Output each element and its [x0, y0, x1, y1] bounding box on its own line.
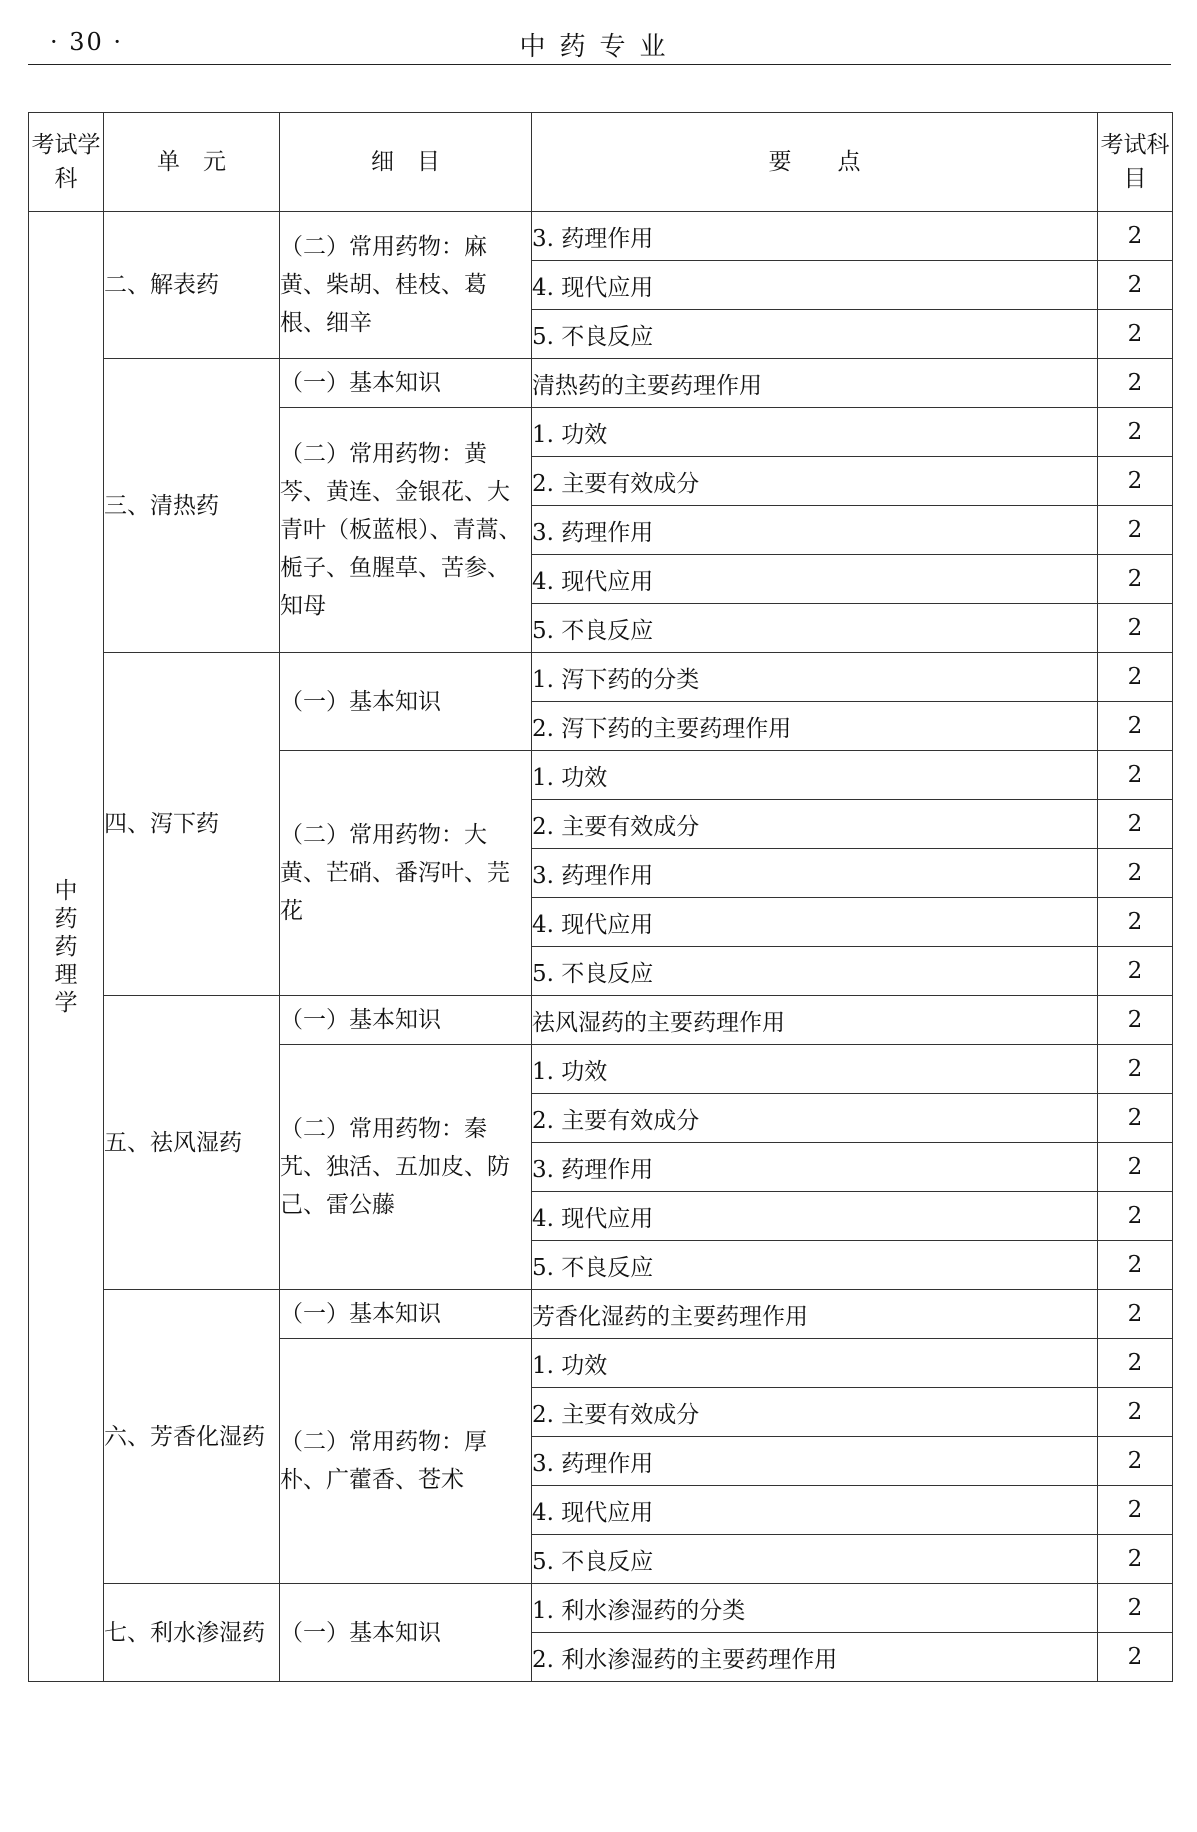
point-cell: 1. 泻下药的分类: [532, 653, 1098, 702]
subject-label: 中药药理学: [54, 877, 78, 1016]
score-cell: 2: [1098, 1633, 1173, 1682]
column-header-detail: 细 目: [280, 113, 532, 212]
table-row: [29, 996, 1173, 1045]
score-cell: 2: [1098, 947, 1173, 996]
score-cell: 2: [1098, 1143, 1173, 1192]
detail-cell: （二）常用药物：大黄、芒硝、番泻叶、芫花: [280, 751, 532, 996]
detail-cell: （一）基本知识: [280, 1584, 532, 1682]
point-cell: 5. 不良反应: [532, 947, 1098, 996]
point-cell: 1. 功效: [532, 1339, 1098, 1388]
score-cell: 2: [1098, 359, 1173, 408]
column-header-subject: 考试学科: [29, 113, 104, 212]
column-header-point: 要 点: [532, 113, 1098, 212]
unit-cell: 四、泻下药: [104, 653, 280, 996]
table-row: [29, 1290, 1173, 1339]
point-cell: 2. 主要有效成分: [532, 1094, 1098, 1143]
detail-cell: （二）常用药物：黄芩、黄连、金银花、大青叶（板蓝根）、青蒿、栀子、鱼腥草、苦参、知母: [280, 408, 532, 653]
point-cell: 5. 不良反应: [532, 604, 1098, 653]
score-cell: 2: [1098, 1486, 1173, 1535]
score-cell: 2: [1098, 1388, 1173, 1437]
score-cell: 2: [1098, 898, 1173, 947]
column-header-unit: 单 元: [104, 113, 280, 212]
point-cell: 祛风湿药的主要药理作用: [532, 996, 1098, 1045]
score-cell: 2: [1098, 604, 1173, 653]
point-cell: 1. 利水渗湿药的分类: [532, 1584, 1098, 1633]
point-cell: 2. 泻下药的主要药理作用: [532, 702, 1098, 751]
score-cell: 2: [1098, 555, 1173, 604]
unit-cell: 三、清热药: [104, 359, 280, 653]
point-cell: 4. 现代应用: [532, 261, 1098, 310]
score-cell: 2: [1098, 261, 1173, 310]
point-cell: 2. 主要有效成分: [532, 457, 1098, 506]
score-cell: 2: [1098, 1584, 1173, 1633]
score-cell: 2: [1098, 310, 1173, 359]
score-cell: 2: [1098, 457, 1173, 506]
point-cell: 3. 药理作用: [532, 1437, 1098, 1486]
point-cell: 4. 现代应用: [532, 898, 1098, 947]
detail-cell: （二）常用药物：厚朴、广藿香、苍术: [280, 1339, 532, 1584]
running-title: 中药专业: [519, 32, 680, 62]
unit-cell: 六、芳香化湿药: [104, 1290, 280, 1584]
point-cell: 4. 现代应用: [532, 1486, 1098, 1535]
point-cell: 清热药的主要药理作用: [532, 359, 1098, 408]
score-cell: 2: [1098, 849, 1173, 898]
score-cell: 2: [1098, 408, 1173, 457]
page-number: · 30 ·: [50, 28, 124, 56]
score-cell: 2: [1098, 702, 1173, 751]
detail-cell: （二）常用药物：秦艽、独活、五加皮、防己、雷公藤: [280, 1045, 532, 1290]
score-cell: 2: [1098, 1535, 1173, 1584]
unit-cell: 二、解表药: [104, 212, 280, 359]
point-cell: 1. 功效: [532, 1045, 1098, 1094]
score-cell: 2: [1098, 1290, 1173, 1339]
point-cell: 1. 功效: [532, 408, 1098, 457]
table-row: [29, 359, 1173, 408]
point-cell: 2. 主要有效成分: [532, 800, 1098, 849]
detail-cell: （二）常用药物：麻黄、柴胡、桂枝、葛根、细辛: [280, 212, 532, 359]
score-cell: 2: [1098, 1241, 1173, 1290]
unit-cell: 七、利水渗湿药: [104, 1584, 280, 1682]
point-cell: 4. 现代应用: [532, 555, 1098, 604]
score-cell: 2: [1098, 996, 1173, 1045]
point-cell: 1. 功效: [532, 751, 1098, 800]
point-cell: 3. 药理作用: [532, 849, 1098, 898]
table-row: [29, 1584, 1173, 1633]
point-cell: 5. 不良反应: [532, 1535, 1098, 1584]
score-cell: 2: [1098, 506, 1173, 555]
score-cell: 2: [1098, 1192, 1173, 1241]
point-cell: 2. 主要有效成分: [532, 1388, 1098, 1437]
subject-cell: [29, 212, 104, 1682]
point-cell: 3. 药理作用: [532, 1143, 1098, 1192]
point-cell: 5. 不良反应: [532, 1241, 1098, 1290]
score-cell: 2: [1098, 653, 1173, 702]
point-cell: 3. 药理作用: [532, 506, 1098, 555]
point-cell: 芳香化湿药的主要药理作用: [532, 1290, 1098, 1339]
syllabus-table: [28, 112, 1173, 1682]
point-cell: 5. 不良反应: [532, 310, 1098, 359]
detail-cell: （一）基本知识: [280, 1290, 532, 1339]
score-cell: 2: [1098, 800, 1173, 849]
unit-cell: 五、祛风湿药: [104, 996, 280, 1290]
table-header-row: [29, 113, 1173, 212]
detail-cell: （一）基本知识: [280, 996, 532, 1045]
page-header: [28, 18, 1171, 65]
column-header-score: 考试科目: [1098, 113, 1173, 212]
table-row: [29, 212, 1173, 261]
score-cell: 2: [1098, 1045, 1173, 1094]
point-cell: 3. 药理作用: [532, 212, 1098, 261]
point-cell: 4. 现代应用: [532, 1192, 1098, 1241]
detail-cell: （一）基本知识: [280, 359, 532, 408]
table-row: [29, 653, 1173, 702]
score-cell: 2: [1098, 1437, 1173, 1486]
score-cell: 2: [1098, 212, 1173, 261]
score-cell: 2: [1098, 1094, 1173, 1143]
score-cell: 2: [1098, 751, 1173, 800]
point-cell: 2. 利水渗湿药的主要药理作用: [532, 1633, 1098, 1682]
score-cell: 2: [1098, 1339, 1173, 1388]
detail-cell: （一）基本知识: [280, 653, 532, 751]
